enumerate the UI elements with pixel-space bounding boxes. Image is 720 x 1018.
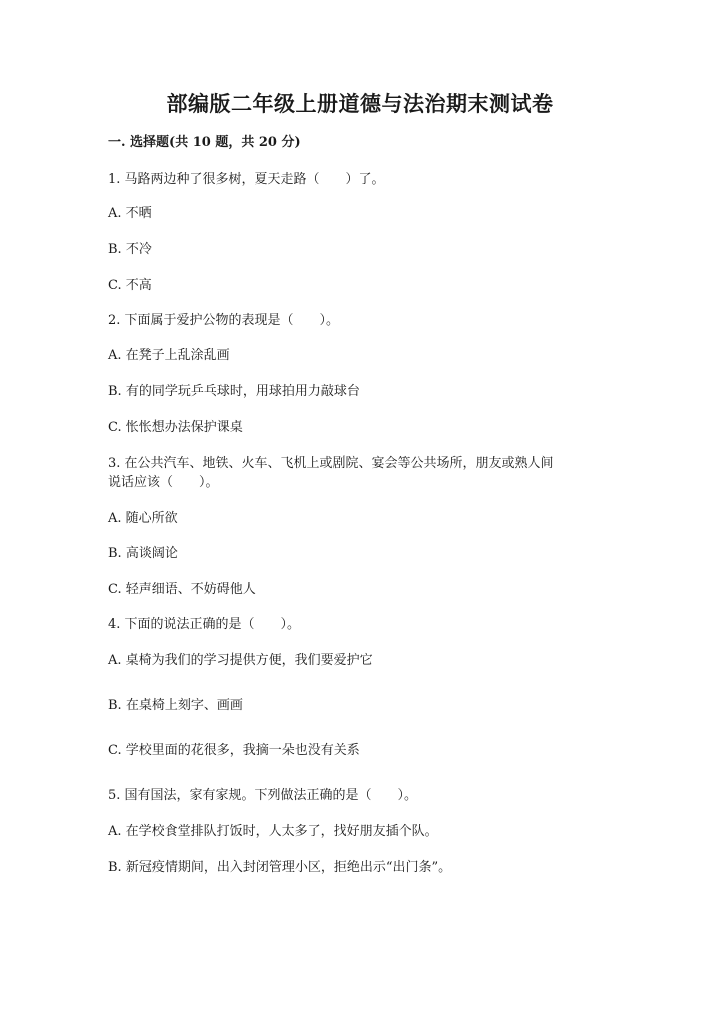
question-4-option-b: B. 在桌椅上刻字、画画 (108, 698, 243, 713)
page-title: 部编版二年级上册道德与法治期末测试卷 (166, 91, 554, 116)
question-1-option-c: C. 不高 (108, 278, 152, 293)
question-4-stem: 4. 下面的说法正确的是（ ）。 (108, 617, 301, 632)
question-3-option-a: A. 随心所欲 (108, 511, 178, 526)
section-heading: 一. 选择题(共 10 题，共 20 分) (108, 135, 301, 150)
question-2-stem: 2. 下面属于爱护公物的表现是（ ）。 (108, 313, 340, 328)
question-3-option-b: B. 高谈阔论 (108, 546, 178, 561)
question-2-option-a: A. 在凳子上乱涂乱画 (108, 348, 230, 363)
question-2-option-c: C. 怅怅想办法保护课桌 (108, 420, 243, 435)
question-1-option-a: A. 不晒 (108, 206, 152, 221)
question-4-option-c: C. 学校里面的花很多，我摘一朵也没有关系 (108, 743, 360, 758)
question-2-option-b: B. 有的同学玩乒乓球时，用球拍用力敲球台 (108, 384, 360, 399)
question-1-option-b: B. 不冷 (108, 242, 152, 257)
question-5-option-b: B. 新冠疫情期间，出入封闭管理小区，拒绝出示“出门条”。 (108, 860, 452, 875)
question-5-stem: 5. 国有国法，家有家规。下列做法正确的是（ ）。 (108, 788, 418, 803)
question-1-stem: 1. 马路两边种了很多树，夏天走路（ ）了。 (108, 172, 385, 187)
question-5-option-a: A. 在学校食堂排队打饭时，人太多了，找好朋友插个队。 (108, 824, 438, 839)
question-4-option-a: A. 桌椅为我们的学习提供方便，我们要爱护它 (108, 653, 373, 668)
question-3-stem-line-1: 3. 在公共汽车、地铁、火车、飞机上或剧院、宴会等公共场所，朋友或熟人间 (108, 456, 554, 471)
question-3-stem-line-2: 说话应该（ ）。 (108, 475, 219, 490)
question-3-option-c: C. 轻声细语、不妨碍他人 (108, 582, 256, 597)
